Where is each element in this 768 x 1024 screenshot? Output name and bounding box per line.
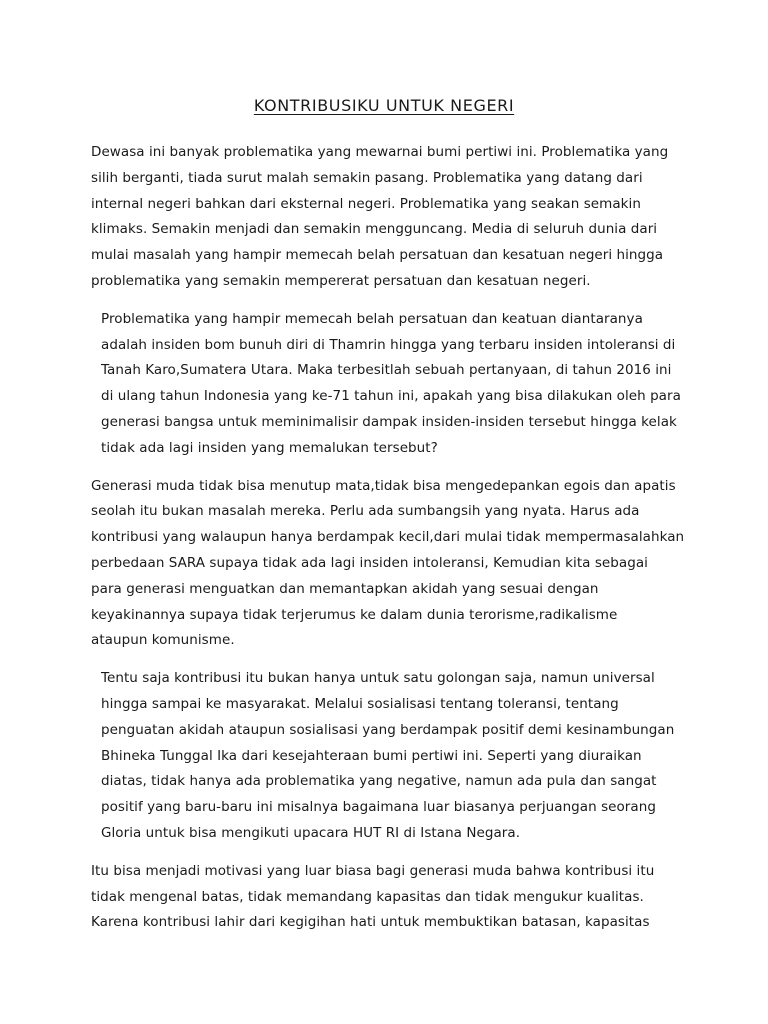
paragraph-line: Karena kontribusi lahir dari kegigihan hati untuk membuktikan batasan, kapasitas	[91, 914, 650, 931]
paragraph-line: Generasi muda tidak bisa menutup mata,tidak bisa mengedepankan egois dan apatis	[91, 477, 676, 494]
paragraph-line: para generasi menguatkan dan memantapkan akidah yang sesuai dengan	[91, 580, 599, 597]
paragraph	[91, 666, 691, 847]
paragraph-line: Problematika yang hampir memecah belah persatuan dan keatuan diantaranya	[101, 310, 643, 327]
paragraph-line: Bhineka Tunggal Ika dari kesejahteraan bumi pertiwi ini. Seperti yang diuraikan	[101, 747, 642, 764]
paragraph-line: hingga sampai ke masyarakat. Melalui sosialisasi tentang toleransi, tentang	[101, 695, 619, 712]
paragraph-line: seolah itu bukan masalah mereka. Perlu ada sumbangsih yang nyata. Harus ada	[91, 503, 640, 520]
paragraph	[91, 859, 691, 936]
paragraph-line: positif yang baru-baru ini misalnya bagaimana luar biasanya perjuangan seorang	[101, 799, 656, 816]
paragraph-line: internal negeri bahkan dari eksternal negeri. Problematika yang seakan semakin	[91, 195, 641, 212]
paragraph-line: Tentu saja kontribusi itu bukan hanya untuk satu golongan saja, namun universal	[101, 670, 655, 687]
paragraph-line: Dewasa ini banyak problematika yang mewarnai bumi pertiwi ini. Problematika yang	[91, 144, 669, 160]
paragraph-line: adalah insiden bom bunuh diri di Thamrin hingga yang terbaru insiden intoleransi di	[101, 336, 676, 353]
paragraph-line: klimaks. Semakin menjadi dan semakin mengguncang. Media di seluruh dunia dari	[91, 221, 658, 238]
paragraph	[91, 140, 691, 295]
paragraph-line: Tanah Karo,Sumatera Utara. Maka terbesitlah sebuah pertanyaan, di tahun 2016 ini	[101, 362, 672, 379]
document-title: KONTRIBUSIKU UNTUK NEGERI	[253, 96, 515, 115]
paragraph-line: diatas, tidak hanya ada problematika yang negative, namun ada pula dan sangat	[101, 773, 657, 790]
paragraph-line: generasi bangsa untuk meminimalisir dampak insiden-insiden tersebut hingga kelak	[101, 413, 677, 430]
paragraph-line: problematika yang semakin mempererat persatuan dan kesatuan negeri.	[91, 272, 591, 289]
paragraph-line: Gloria untuk bisa mengikuti upacara HUT RI di Istana Negara.	[101, 824, 521, 841]
paragraph-line: di ulang tahun Indonesia yang ke-71 tahun ini, apakah yang bisa dilakukan oleh para	[101, 388, 681, 405]
paragraph-line: tidak ada lagi insiden yang memalukan tersebut?	[101, 439, 438, 456]
paragraph-line: keyakinannya supaya tidak terjerumus ke dalam dunia terorisme,radikalisme	[91, 606, 618, 623]
paragraph-line: perbedaan SARA supaya tidak ada lagi insiden intoleransi, Kemudian kita sebagai	[91, 554, 648, 571]
paragraph-line: tidak mengenal batas, tidak memandang kapasitas dan tidak mengukur kualitas.	[91, 888, 644, 905]
paragraph	[91, 307, 691, 462]
paragraph-line: silih berganti, tiada surut malah semakin pasang. Problematika yang datang dari	[91, 169, 643, 186]
paragraph-line: kontribusi yang walaupun hanya berdampak kecil,dari mulai tidak mempermasalahkan	[91, 529, 685, 546]
paragraph-line: penguatan akidah ataupun sosialisasi yang berdampak positif demi kesinambungan	[101, 721, 675, 738]
paragraph	[91, 474, 691, 655]
document-body	[91, 140, 691, 948]
paragraph-line: mulai masalah yang hampir memecah belah persatuan dan kesatuan negeri hingga	[91, 247, 664, 264]
paragraph-line: ataupun komunisme.	[91, 632, 235, 649]
paragraph-line: Itu bisa menjadi motivasi yang luar biasa bagi generasi muda bahwa kontribusi itu	[91, 862, 655, 879]
